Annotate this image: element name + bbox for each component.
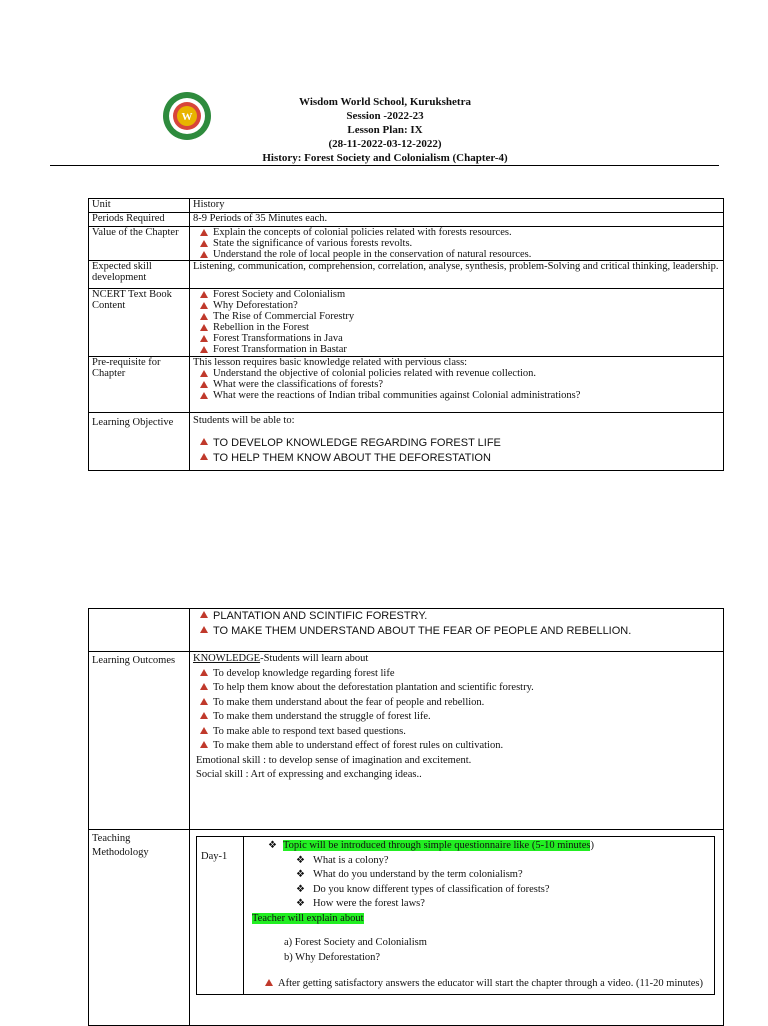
list-item: Forest Transformation in Bastar (213, 344, 720, 355)
objective-continued-list (193, 609, 720, 639)
list-item: ❖ What is a colony? (296, 854, 710, 869)
emotional-skill: Emotional skill : to develop sense of imagination and excitement. (196, 754, 472, 766)
subject-title: History: Forest Society and Colonialism (Chapter-4) (262, 152, 508, 164)
empty-cell (89, 609, 190, 652)
list-item: To make them understand the struggle of forest life. (213, 710, 720, 725)
objective-list (193, 436, 720, 466)
objective-intro: Students will be able to: (193, 415, 295, 426)
list-item: ❖ How were the forest laws? (296, 897, 710, 912)
topic-list (248, 936, 710, 965)
list-item: Why Deforestation? (213, 300, 720, 311)
list-item: Understand the objective of colonial policies related with revenue collection. (213, 368, 720, 379)
objective-label: Learning Objective (89, 413, 190, 471)
skill-label: Expected skill development (89, 261, 190, 289)
outcomes-heading (193, 652, 720, 667)
list-item: To make them understand about the fear of people and rebellion. (213, 696, 720, 711)
list-item: The Rise of Commercial Forestry (213, 311, 720, 322)
list-item: ❖ What do you understand by the term colonialism? (296, 868, 710, 883)
intro-tail: ) (590, 840, 594, 851)
ncert-list (193, 289, 720, 355)
prereq-label: Pre-requisite for Chapter (89, 357, 190, 413)
list-item: PLANTATION AND SCINTIFIC FORESTRY. (213, 609, 720, 624)
skill-value: Listening, communication, comprehension, correlation, analyse, synthesis, problem-Solving and critical thinking, leadership. (190, 261, 724, 289)
lesson-plan-table-1 (88, 198, 724, 471)
list-item: a) Forest Society and Colonialism (284, 937, 427, 948)
list-item: ❖ Do you know different types of classification of forests? (296, 883, 710, 898)
list-item: To make able to respond text based questions. (213, 725, 720, 740)
unit-label: Unit (89, 199, 190, 213)
list-item: TO HELP THEM KNOW ABOUT THE DEFORESTATION (213, 451, 720, 466)
list-item: To help them know about the deforestation plantation and scientific forestry. (213, 681, 720, 696)
intro-text: Topic will be introduced through simple questionnaire like (5-10 minutes (282, 840, 591, 851)
list-item: TO MAKE THEM UNDERSTAND ABOUT THE FEAR OF PEOPLE AND REBELLION. (213, 624, 720, 639)
outcomes-list (193, 667, 720, 754)
list-item: b) Why Deforestation? (284, 951, 381, 963)
prereq-intro: This lesson requires basic knowledge related with pervious class: (193, 357, 468, 368)
list-item: Forest Society and Colonialism (213, 289, 720, 300)
intro-line: ❖ Topic will be introduced through simple questionnaire like (5-10 minutes) (268, 840, 594, 851)
logo-letter: W (181, 111, 193, 123)
unit-value: History (190, 199, 724, 213)
periods-value: 8-9 Periods of 35 Minutes each. (190, 213, 724, 227)
methodology-label: Teaching Methodology (89, 830, 190, 1026)
list-item: TO DEVELOP KNOWLEDGE REGARDING FOREST LIFE (213, 436, 720, 451)
lesson-plan-class: Lesson Plan: IX (347, 124, 423, 136)
date-range: (28-11-2022-03-12-2022) (328, 138, 442, 150)
question-list (248, 854, 710, 912)
knowledge-heading-rest: -Students will learn about (260, 653, 369, 664)
prereq-list (193, 368, 720, 401)
document-header (200, 95, 570, 165)
outcomes-label: Learning Outcomes (89, 652, 190, 830)
list-item: Rebellion in the Forest (213, 322, 720, 333)
social-skill: Social skill : Art of expressing and exchanging ideas.. (196, 769, 422, 780)
value-label: Value of the Chapter (89, 227, 190, 261)
list-item: State the significance of various forests revolts. (213, 238, 720, 249)
list-item: To develop knowledge regarding forest life (213, 667, 720, 682)
lesson-plan-table-2 (88, 608, 724, 1026)
day-content (244, 837, 715, 995)
header-divider (50, 165, 719, 166)
list-item: Forest Transformations in Java (213, 333, 720, 344)
ncert-label: NCERT Text Book Content (89, 289, 190, 357)
list-item: What were the reactions of Indian tribal communities against Colonial administrations? (213, 390, 720, 401)
knowledge-heading: KNOWLEDGE (193, 653, 261, 664)
periods-label: Periods Required (89, 213, 190, 227)
after-list (248, 977, 710, 992)
list-item: To make them able to understand effect of forest rules on cultivation. (213, 739, 720, 754)
list-item: What were the classifications of forests? (213, 379, 720, 390)
session: Session -2022-23 (346, 110, 424, 122)
teacher-explain: Teacher will explain about (252, 912, 364, 924)
school-name: Wisdom World School, Kurukshetra (299, 96, 471, 108)
day-plan-table (196, 836, 715, 995)
list-item: Explain the concepts of colonial policies related with forests resources. (213, 227, 720, 238)
list-item: Understand the role of local people in the conservation of natural resources. (213, 249, 720, 260)
list-item: After getting satisfactory answers the educator will start the chapter through a video. (11-20 minutes) (278, 977, 710, 992)
value-list (193, 227, 720, 260)
day-label: Day-1 (197, 837, 244, 995)
